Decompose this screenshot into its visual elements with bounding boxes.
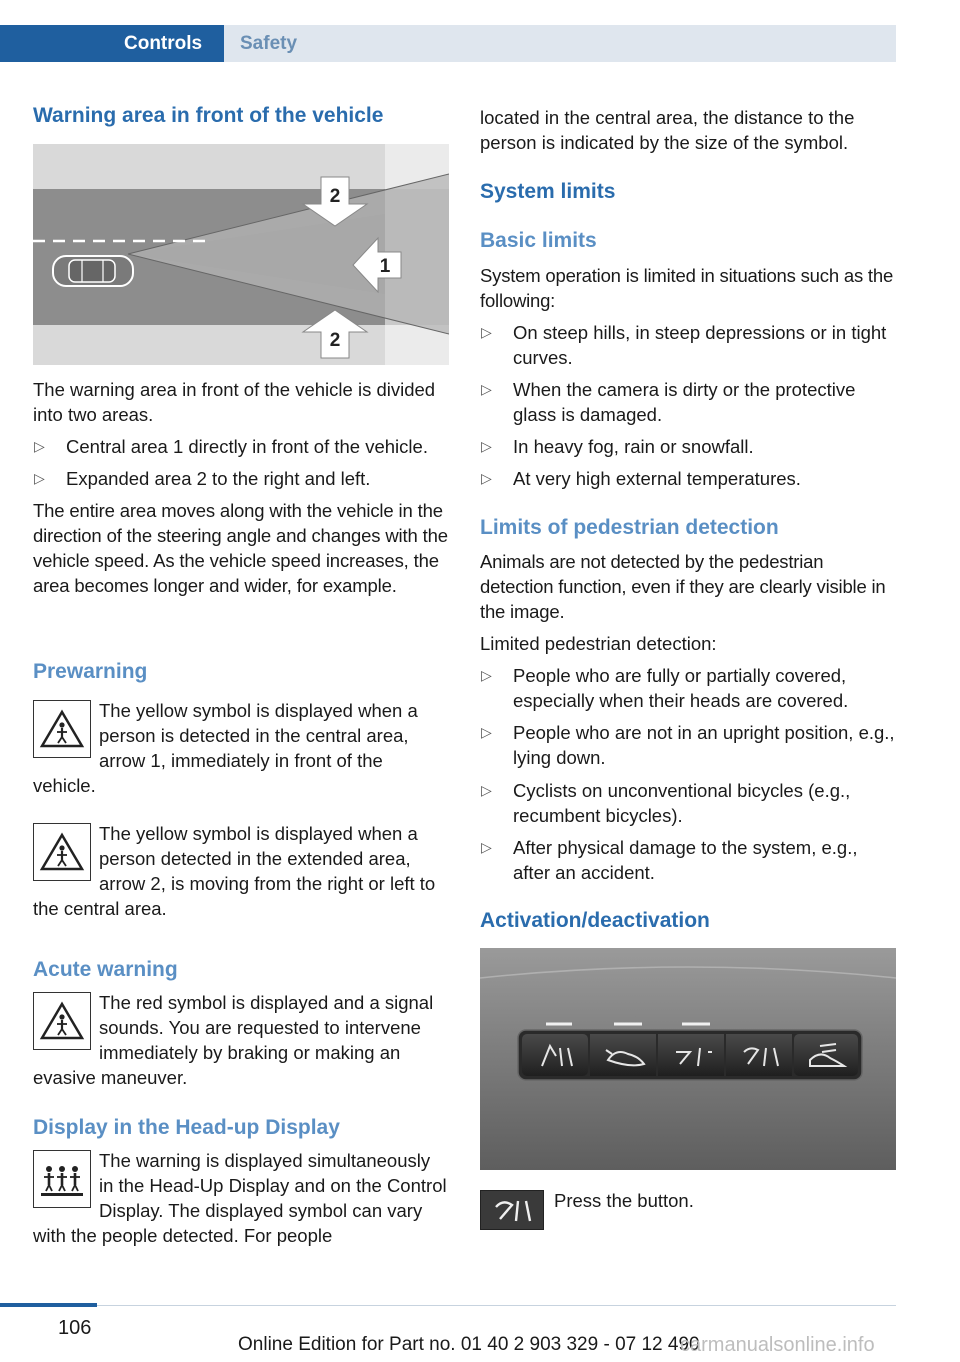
bullet-triangle-icon: ▷ xyxy=(34,470,45,486)
pedestrian-limits-intro: Animals are not detected by the pedestrian detection function, even if they are clearly visible in the image. xyxy=(480,551,886,622)
page-number: 106 xyxy=(58,1317,92,1339)
heading-activation: Activation/deactivation xyxy=(480,909,710,932)
list-item: ▷ After physical damage to the system, e.g., after an accident. xyxy=(481,837,858,883)
list-item: ▷ People who are not in an upright position, e.g., lying down. xyxy=(481,722,895,768)
pedestrian-warning-icon xyxy=(33,823,91,881)
continued-text: located in the central area, the distance to the person is indicated by the size of the symbol. xyxy=(480,107,855,153)
basic-limits-intro: System operation is limited in situations such as the following: xyxy=(480,265,894,311)
arrow-top-label: 2 xyxy=(329,186,341,207)
arrow-bottom-label: 2 xyxy=(329,330,341,351)
bullet-triangle-icon: ▷ xyxy=(481,381,492,397)
limited-detection-label: Limited pedestrian detection: xyxy=(480,633,717,654)
bullet-triangle-icon: ▷ xyxy=(481,470,492,486)
heading-head-up-display: Display in the Head-up Display xyxy=(33,1116,340,1139)
watermark-text: carmanualsonline.info xyxy=(680,1334,875,1356)
edition-text: Online Edition for Part no. 01 40 2 903 329 - 07 12 490 xyxy=(238,1334,700,1355)
bullet-triangle-icon: ▷ xyxy=(481,782,492,798)
bullet-triangle-icon: ▷ xyxy=(481,438,492,454)
tab-controls[interactable] xyxy=(0,25,224,62)
heading-acute-warning: Acute warning xyxy=(33,958,178,981)
list-item: ▷ Expanded area 2 to the right and left. xyxy=(34,468,371,489)
heading-prewarning: Prewarning xyxy=(33,660,148,683)
hud-paragraph: The warning is displayed simultaneously in the Head-Up Display and on the Control Display. The displayed symbol can vary with the people detected. For people xyxy=(33,1150,447,1246)
list-item: ▷ People who are fully or partially covered, especially when their heads are covered. xyxy=(481,665,849,711)
prewarning-paragraph-2: The yellow symbol is displayed when a person detected in the extended area, arrow 2, is moving from the right or left to the central area. xyxy=(33,823,436,919)
button-panel-photo xyxy=(480,948,896,1170)
night-vision-button[interactable] xyxy=(726,1034,792,1076)
heading-system-limits: System limits xyxy=(480,180,616,203)
prewarning-paragraph-1: The yellow symbol is displayed when a person is detected in the central area, arrow 1, immediately in front of the vehicle. xyxy=(33,700,418,796)
intro-text: The warning area in front of the vehicle is divided into two areas. xyxy=(33,379,436,425)
arrow-center-label: 1 xyxy=(379,256,391,277)
traffic-sign-button[interactable] xyxy=(658,1034,724,1076)
footer-accent-bar xyxy=(0,1303,97,1307)
warning-area-diagram xyxy=(33,144,449,365)
bullet-triangle-icon: ▷ xyxy=(481,839,492,855)
list-item: ▷ When the camera is dirty or the protective glass is damaged. xyxy=(481,379,856,425)
heading-warning-area: Warning area in front of the vehicle xyxy=(33,104,384,127)
bullet-triangle-icon: ▷ xyxy=(34,438,45,454)
heading-basic-limits: Basic limits xyxy=(480,229,597,252)
list-item: ▷ Cyclists on unconventional bicycles (e.g., recumbent bicycles). xyxy=(481,780,851,826)
heading-pedestrian-limits: Limits of pedestrian detection xyxy=(480,516,779,539)
pedestrian-warning-icon xyxy=(33,700,91,758)
list-item: ▷ On steep hills, in steep depressions or in tight curves. xyxy=(481,322,887,368)
list-item: ▷ In heavy fog, rain or snowfall. xyxy=(481,436,754,457)
footer-divider xyxy=(97,1305,896,1306)
list-item: ▷ At very high external temperatures. xyxy=(481,468,801,489)
press-button-text: Press the button. xyxy=(554,1190,694,1211)
list-item: ▷ Central area 1 directly in front of the vehicle. xyxy=(34,436,428,457)
area-moves-text: The entire area moves along with the vehicle in the direction of the steering angle and changes with the vehicle speed. As the vehicle speed increases, the area becomes longer and wider, for example. xyxy=(33,500,448,596)
acute-warning-paragraph: The red symbol is displayed and a signal sounds. You are requested to intervene immediately by braking or making an evasive maneuver. xyxy=(33,992,434,1088)
people-group-icon xyxy=(33,1150,91,1208)
tab-controls-label: Controls xyxy=(124,33,203,54)
bullet-triangle-icon: ▷ xyxy=(481,324,492,340)
car-icon xyxy=(53,256,133,286)
bullet-triangle-icon: ▷ xyxy=(481,724,492,740)
tab-safety-label: Safety xyxy=(240,33,298,54)
night-vision-button-icon xyxy=(480,1190,544,1230)
panel-buttons[interactable] xyxy=(522,1034,858,1076)
tab-safety[interactable] xyxy=(224,25,896,62)
bullet-triangle-icon: ▷ xyxy=(481,667,492,683)
collision-warning-button[interactable] xyxy=(590,1034,656,1076)
pedestrian-warning-icon xyxy=(33,992,91,1050)
